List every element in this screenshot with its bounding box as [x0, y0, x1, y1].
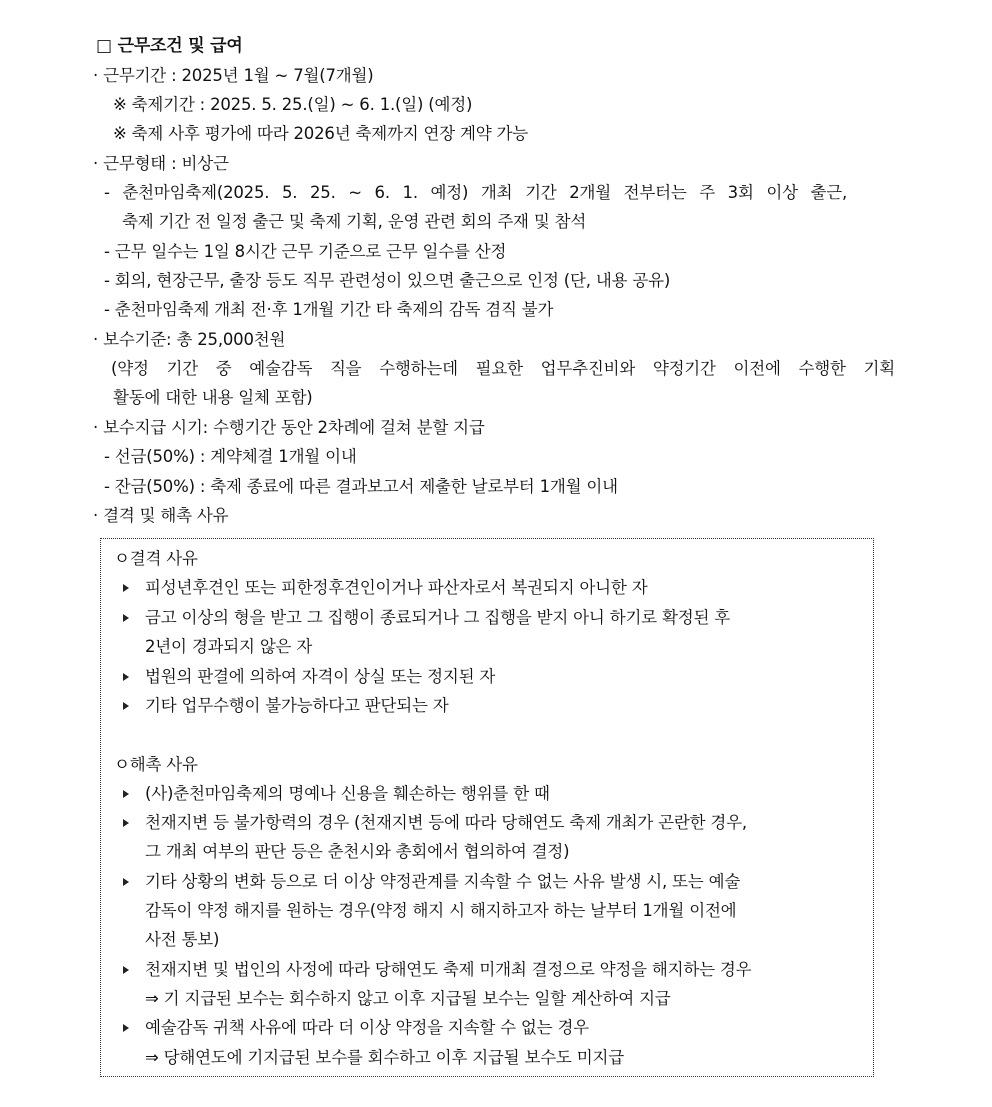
reasons-heading: · 결격 및 해촉 사유 [93, 506, 229, 525]
list-item-continuation: ⇒ 당해연도에 기지급된 보수를 회수하고 이후 지급될 보수도 미지급 [145, 1048, 624, 1067]
pay-standard: · 보수기준: 총 25,000천원 [93, 330, 286, 349]
work-period: · 근무기간 : 2025년 1월 ~ 7월(7개월) [93, 66, 374, 85]
list-item-continuation: 그 개최 여부의 판단 등은 춘천시와 총회에서 협의하여 결정) [145, 842, 570, 861]
list-item-continuation: 감독이 약정 해지를 원하는 경우(약정 해지 시 해지하고자 하는 날부터 1개월 이전에 [145, 901, 737, 920]
list-item-continuation: 사전 통보) [145, 930, 220, 949]
work-type-detail-3: - 회의, 현장근무, 출장 등도 직무 관련성이 있으면 출근으로 인정 (단, 내용 공유) [104, 271, 671, 290]
triangle-bullet-icon [123, 702, 129, 710]
triangle-bullet-icon [123, 966, 129, 974]
termination-title: ㅇ해촉 사유 [114, 755, 198, 774]
checkbox-symbol: □ [96, 36, 112, 56]
disqualification-title: ㅇ결격 사유 [114, 549, 198, 568]
triangle-bullet-icon [123, 614, 129, 622]
work-type-detail-1b: 축제 기간 전 일정 출근 및 축제 기획, 운영 관련 회의 주재 및 참석 [122, 212, 587, 231]
triangle-bullet-icon [123, 673, 129, 681]
section-heading [96, 35, 243, 57]
work-type-detail-1a: - 춘천마임축제(2025. 5. 25. ~ 6. 1. 예정) 개최 기간 2개월 전부터는 주 3회 이상 출근, [104, 183, 847, 202]
triangle-bullet-icon [123, 878, 129, 886]
pay-balance: - 잔금(50%) : 축제 종료에 따른 결과보고서 제출한 날로부터 1개월 이내 [104, 477, 618, 496]
work-type-detail-4: - 춘천마임축제 개최 전·후 1개월 기간 타 축제의 감독 겸직 불가 [104, 300, 554, 319]
triangle-bullet-icon [123, 790, 129, 798]
triangle-bullet-icon [123, 1024, 129, 1032]
work-type-detail-2: - 근무 일수는 1일 8시간 근무 기준으로 근무 일수를 산정 [104, 242, 507, 261]
extension-note: ※ 축제 사후 평가에 따라 2026년 축제까지 연장 계약 가능 [113, 124, 529, 143]
list-item-continuation: ⇒ 기 지급된 보수는 회수하지 않고 이후 지급될 보수는 일할 계산하여 지급 [145, 989, 671, 1008]
pay-standard-note-b: 활동에 대한 내용 일체 포함) [113, 388, 313, 407]
section-title: 근무조건 및 급여 [117, 36, 243, 56]
pay-advance: - 선금(50%) : 계약체결 1개월 이내 [104, 447, 357, 466]
pay-standard-note-a: (약정 기간 중 예술감독 직을 수행하는데 필요한 업무추진비와 약정기간 이전에 수행한 기획 [111, 359, 895, 378]
list-item-continuation: 2년이 경과되지 않은 자 [145, 637, 313, 656]
festival-period-note: ※ 축제기간 : 2025. 5. 25.(일) ~ 6. 1.(일) (예정) [113, 95, 473, 114]
work-type: · 근무형태 : 비상근 [93, 154, 229, 173]
pay-timing: · 보수지급 시기: 수행기간 동안 2차례에 걸쳐 분할 지급 [93, 418, 485, 437]
reasons-box: ㅇ결격 사유 피성년후견인 또는 피한정후견인이거나 파산자로서 복권되지 아니한 자 금고 이상의 형을 받고 그 집행이 종료되거나 그 집행을 받지 아니 하기로 확정된 후 2년이 경과되지 않은 자 법원의 판결에 의하여 자격이 상실 또는 정지된 자 기타 업무수행이 불가능하다고 판단되는 자 ㅇ해촉 사유 (사)춘천마임축제의 명예나 신용을 훼손하는 행위를 한 때 천재지변 등 불가항력의 경우 (천재지변 등에 따라 당해연도 축제 개최가 곤란한 경우, 그 개최 여부의 판단 등은 춘천시와 총회에서 협의하여 결정) 기타 상황의 변화 등으로 더 이상 약정관계를 지속할 수 없는 사유 발생 시, 또는 예술 감독이 약정 해지를 원하는 경우(약정 해지 시 해지하고자 하는 날부터 1개월 이전에 사전 통보) 천재지변 및 법인의 사정에 따라 당해연도 축제 미개최 결정으로 약정을 해지하는 경우 ⇒ 기 지급된 보수는 회수하지 않고 이후 지급될 보수는 일할 계산하여 지급 예술감독 귀책 사유에 따라 더 이상 약정을 지속할 수 없는 경우 ⇒ 당해연도에 기지급된 보수를 회수하고 이후 지급될 보수도 미지급 [100, 538, 874, 1077]
triangle-bullet-icon [123, 819, 129, 827]
triangle-bullet-icon [123, 584, 129, 592]
